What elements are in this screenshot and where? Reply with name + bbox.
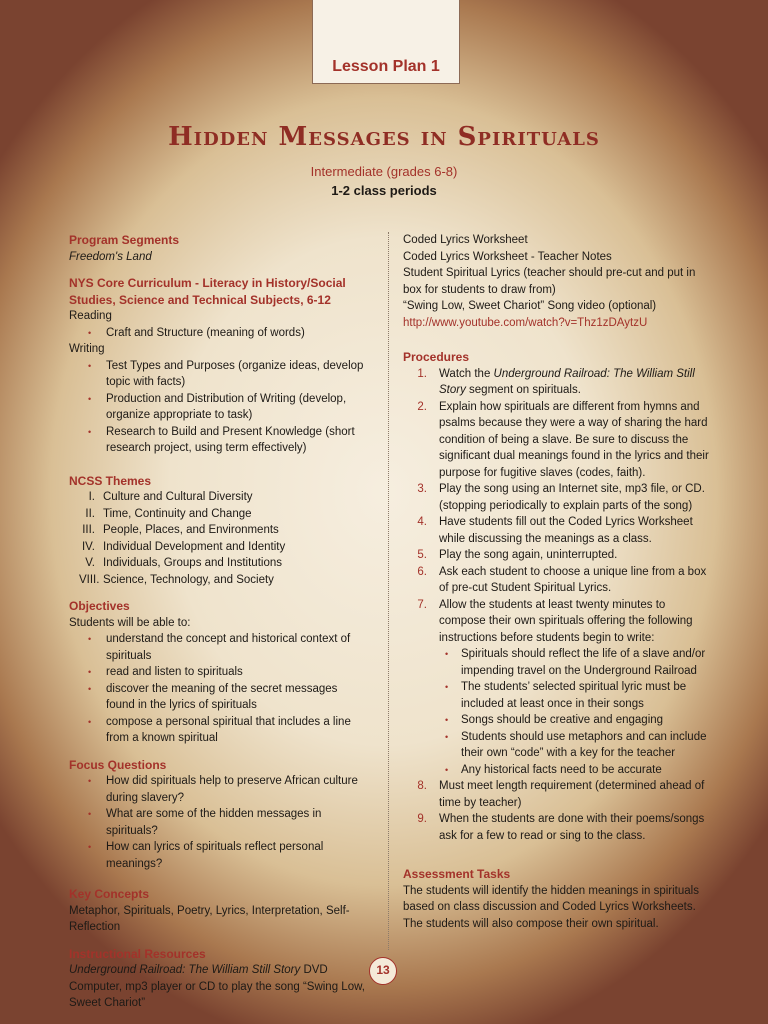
theme-text: Time, Continuity and Change	[103, 507, 252, 520]
step-text: Explain how spirituals are different from hymns and psalms because they were a way of sharing the hard condition of being a slave. Be sure to discuss the significant dual meanings found in the lyrics and their purpose for fugitive slaves (codes, faith).	[439, 400, 709, 479]
procedure-step	[403, 399, 715, 482]
writing-list	[69, 358, 369, 457]
left-column	[69, 232, 369, 1022]
ncss-heading: NCSS Themes	[69, 473, 152, 488]
step-text-part: segment on spirituals.	[465, 384, 581, 396]
step-number: 4.	[417, 516, 427, 528]
roman-numeral: II.	[85, 507, 95, 520]
resource-item: “Swing Low, Sweet Chariot” Song video (optional)	[403, 300, 657, 312]
page-number-badge: 13	[369, 957, 397, 985]
theme-text: Culture and Cultural Diversity	[103, 491, 253, 503]
resource-item: Coded Lyrics Worksheet	[403, 234, 528, 246]
step-number: 1.	[417, 367, 427, 380]
procedures-list	[403, 366, 715, 845]
list-item	[79, 506, 369, 523]
step-text: When the students are done with their poems/songs ask for a few to read or sing to the class.	[439, 813, 705, 842]
nys-section	[69, 275, 369, 457]
focus-questions-heading: Focus Questions	[69, 757, 167, 772]
procedures-section	[403, 349, 715, 844]
step-text	[439, 366, 715, 399]
list-item	[79, 572, 369, 589]
list-item: • Songs should be creative and engaging	[439, 712, 715, 729]
list-item: • The students’ selected spiritual lyric must be included at least once in their songs	[439, 679, 715, 712]
nys-heading: NYS Core Curriculum - Literacy in History/Social Studies, Science and Technical Subjects, 6-12	[69, 276, 346, 307]
reading-list	[69, 325, 369, 342]
instructional-resources-section	[69, 946, 369, 1012]
roman-numeral: VIII.	[79, 573, 100, 586]
step-number: 7.	[417, 598, 427, 611]
dvd-suffix: DVD	[300, 964, 328, 976]
lesson-tab	[312, 0, 460, 84]
column-divider	[388, 232, 389, 950]
duration: 1-2 class periods	[331, 183, 437, 198]
dvd-title: Underground Railroad: The William Still Story	[69, 964, 301, 976]
page-title: Hidden Messages in Spirituals	[168, 122, 600, 152]
list-item: • Test Types and Purposes (organize ideas, develop topic with facts)	[69, 358, 369, 391]
step-number: 6.	[417, 565, 427, 578]
list-item	[79, 522, 369, 539]
procedure-step	[403, 514, 715, 547]
list-item: • understand the concept and historical context of spirituals	[69, 631, 369, 664]
resource-item: Student Spiritual Lyrics (teacher should pre-cut and put in box for students to draw from)	[403, 267, 696, 296]
resource-item: Coded Lyrics Worksheet - Teacher Notes	[403, 250, 612, 263]
procedure-step	[403, 778, 715, 811]
assessment-text: The students will identify the hidden meanings in spirituals based on class discussion and Coded Lyrics Worksheets. The students will also compose their own spiritual.	[403, 884, 699, 930]
objectives-heading: Objectives	[69, 599, 130, 613]
procedure-step	[403, 564, 715, 597]
grade-level: Intermediate (grades 6-8)	[310, 164, 458, 179]
theme-text: Individuals, Groups and Institutions	[103, 557, 282, 569]
list-item: • Production and Distribution of Writing (develop, organize appropriate to task)	[69, 391, 369, 424]
list-item: • read and listen to spirituals	[69, 664, 369, 681]
procedures-heading: Procedures	[403, 350, 470, 364]
objectives-list	[69, 631, 369, 747]
step-text: Play the song again, uninterrupted.	[439, 549, 618, 561]
list-item	[79, 539, 369, 556]
resources-continued	[403, 232, 715, 331]
program-segments-section	[69, 232, 369, 265]
roman-numeral: III.	[82, 524, 95, 536]
key-concepts-text: Metaphor, Spirituals, Poetry, Lyrics, Interpretation, Self-Reflection	[69, 904, 350, 933]
theme-text: People, Places, and Environments	[103, 524, 279, 536]
theme-text: Science, Technology, and Society	[103, 573, 274, 586]
list-item: • Craft and Structure (meaning of words)	[69, 325, 369, 342]
focus-questions-section	[69, 757, 369, 873]
list-item: • compose a personal spiritual that includes a line from a known spiritual	[69, 714, 369, 747]
assessment-heading: Assessment Tasks	[403, 867, 511, 881]
list-item	[79, 489, 369, 506]
procedure-step	[403, 547, 715, 564]
ncss-section	[69, 473, 369, 589]
program-segments-heading: Program Segments	[69, 233, 180, 247]
video-link[interactable]: http://www.youtube.com/watch?v=Thz1zDAytzU	[403, 316, 648, 329]
objectives-section	[69, 598, 369, 747]
step-text: Allow the students at least twenty minutes to compose their own spirituals offering the following instructions before students begin to write:	[439, 598, 693, 644]
dvd-line	[69, 962, 369, 979]
procedure-step	[403, 481, 715, 514]
step-text-container	[439, 597, 715, 779]
equipment-line: Computer, mp3 player or CD to play the song “Swing Low, Sweet Chariot”	[69, 980, 365, 1009]
step-number: 9.	[417, 813, 427, 825]
list-item: • discover the meaning of the secret messages found in the lyrics of spirituals	[69, 681, 369, 714]
step-number: 5.	[417, 549, 427, 561]
step-number: 2.	[417, 400, 427, 413]
writing-label: Writing	[69, 343, 105, 355]
procedure-step	[403, 597, 715, 779]
roman-numeral: IV.	[81, 540, 95, 553]
assessment-section	[403, 866, 715, 932]
right-column	[403, 232, 715, 942]
step-number: 8.	[417, 780, 427, 792]
list-item: • Spirituals should reflect the life of a slave and/or impending travel on the Underground Railroad	[439, 646, 715, 679]
step-text-part: Watch the	[439, 367, 494, 380]
ncss-list	[69, 489, 369, 588]
list-item	[79, 555, 369, 572]
list-item: • How did spirituals help to preserve African culture during slavery?	[69, 773, 369, 806]
key-concepts-heading: Key Concepts	[69, 887, 150, 901]
list-item: • Students should use metaphors and can include their own “code” with a key for the teacher	[439, 729, 715, 762]
step-video-title: Underground Railroad: The William Still Story	[439, 367, 695, 396]
step-text: Ask each student to choose a unique line from a box of pre-cut Student Spiritual Lyrics.	[439, 565, 707, 594]
list-item: • Research to Build and Present Knowledge (short research project, using term effectively)	[69, 424, 369, 457]
program-segment-name: Freedom's Land	[69, 250, 152, 263]
step-number: 3.	[417, 483, 427, 495]
step-text: Play the song using an Internet site, mp3 file, or CD. (stopping periodically to explain parts of the song)	[439, 483, 705, 512]
focus-questions-list	[69, 773, 369, 872]
list-item: • What are some of the hidden messages in spirituals?	[69, 806, 369, 839]
step7-sublist	[439, 646, 715, 778]
roman-numeral: V.	[85, 557, 95, 569]
theme-text: Individual Development and Identity	[103, 540, 286, 553]
step-text: Have students fill out the Coded Lyrics Worksheet while discussing the meanings as a class.	[439, 516, 693, 545]
procedure-step	[403, 811, 715, 844]
reading-label: Reading	[69, 310, 112, 322]
instructional-resources-heading: Instructional Resources	[69, 946, 206, 961]
procedure-step	[403, 366, 715, 399]
objectives-intro: Students will be able to:	[69, 616, 191, 629]
list-item: • Any historical facts need to be accurate	[439, 762, 715, 779]
step-text: Must meet length requirement (determined ahead of time by teacher)	[439, 780, 705, 809]
lesson-number: Lesson Plan 1	[332, 58, 440, 75]
key-concepts-section	[69, 886, 369, 936]
list-item: • How can lyrics of spirituals reflect personal meanings?	[69, 839, 369, 872]
roman-numeral: I.	[88, 491, 95, 503]
